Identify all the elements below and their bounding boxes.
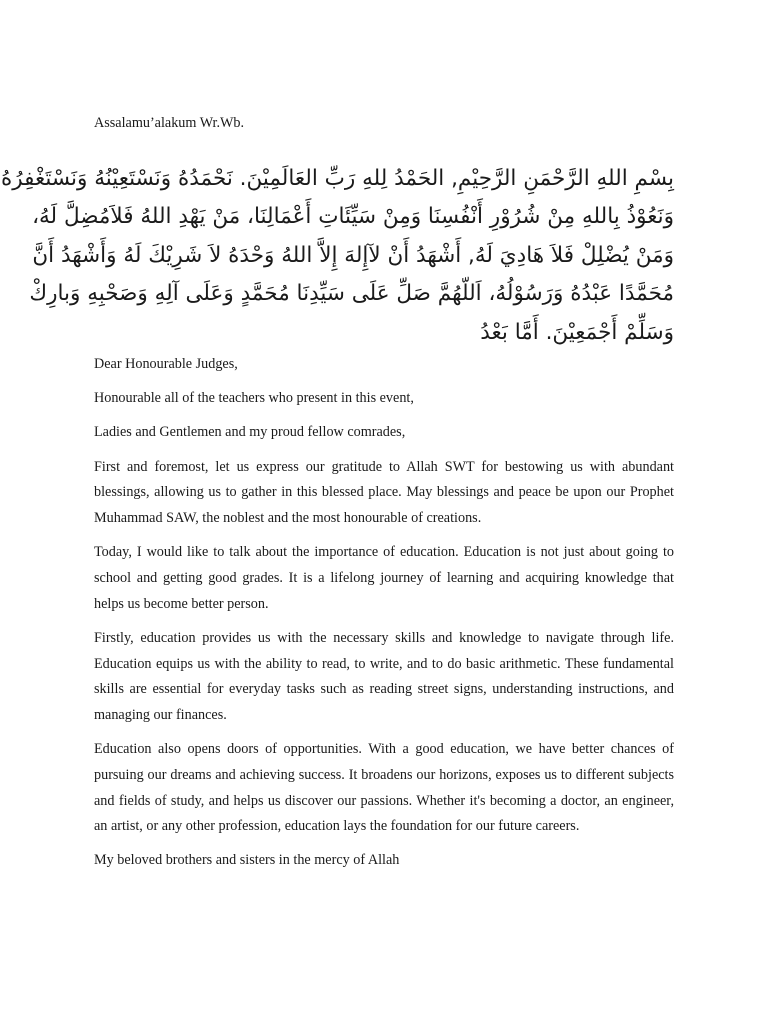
arabic-line: مُحَمَّدًا عَبْدُهُ وَرَسُوْلُهُ، اَللّهُمَّ صَلِّ عَلَى سَيِّدِنَا مُحَمَّدٍ وَعَلَى آلِهِ وَصَحْبِهِ وَبارِكْ (29, 281, 674, 307)
paragraph-gratitude: First and foremost, let us express our gratitude to Allah SWT for bestowing us with abundant blessings, allowing us to gather in this blessed place. May blessings and peace be upon our Prophet Muhammad SAW, the noblest and the most honourable of creations. (94, 458, 674, 527)
arabic-line: وَنَعُوْذُ بِاللهِ مِنْ شُرُوْرِ أَنْفُسِنَا وَمِنْ سَيِّئَاتِ أَعْمَالِنَا، مَنْ يَهْدِ اللهُ فَلاَمُضِلَّ لَهُ، (32, 204, 674, 230)
paragraph-topic-intro: Today, I would like to talk about the importance of education. Education is not just about going to school and getting good grades. It is a lifelong journey of learning and acquiring knowledge that helps us become better person. (94, 544, 674, 612)
paragraph-skills: Firstly, education provides us with the necessary skills and knowledge to navigate through life. Education equips us with the ability to read, to write, and to do basic arithmetic. These fundamental skills are essential for everyday tasks such as reading street signs, understanding instructions, and managing our finances. (94, 629, 674, 723)
greeting-text: Assalamu’alakum Wr.Wb. (94, 115, 245, 131)
arabic-opening-prayer (1, 160, 674, 352)
salutation-brothers-sisters: My beloved brothers and sisters in the mercy of Allah (94, 852, 400, 869)
arabic-line: وَسَلِّمْ أَجْمَعِيْنَ. أَمَّا بَعْدُ (480, 319, 674, 345)
salutation-audience: Ladies and Gentlemen and my proud fellow comrades, (94, 424, 406, 441)
speech-body (94, 352, 674, 883)
salutation-teachers: Honourable all of the teachers who present in this event, (94, 390, 414, 407)
paragraph-opportunities: Education also opens doors of opportunities. With a good education, we have better chances of pursuing our dreams and achieving success. It broadens our horizons, exposes us to different subjects and fields of study, and helps us discover our passions. Whether it's becoming a doctor, an engineer, an artist, or any other profession, education lays the foundation for our future careers. (94, 741, 674, 835)
document-page (1, 0, 674, 1024)
arabic-line: بِسْمِ اللهِ الرَّحْمَنِ الرَّحِيْمِ, الحَمْدُ لِلهِ رَبِّ العَالَمِيْنَ. نَحْمَدُهُ وَنَسْتَعِيْنُهُ وَنَسْتَغْفِرُهُ (1, 166, 674, 191)
arabic-line: وَمَنْ يُضْلِلْ فَلاَ هَادِيَ لَهُ, أَشْهَدُ أَنْ لآإِلهَ إِلاَّ اللهُ وَحْدَهُ لاَ شَرِيْكَ لَهُ وَأَشْهَدُ أَنَّ (32, 242, 674, 268)
salutation-judges: Dear Honourable Judges, (94, 356, 238, 372)
